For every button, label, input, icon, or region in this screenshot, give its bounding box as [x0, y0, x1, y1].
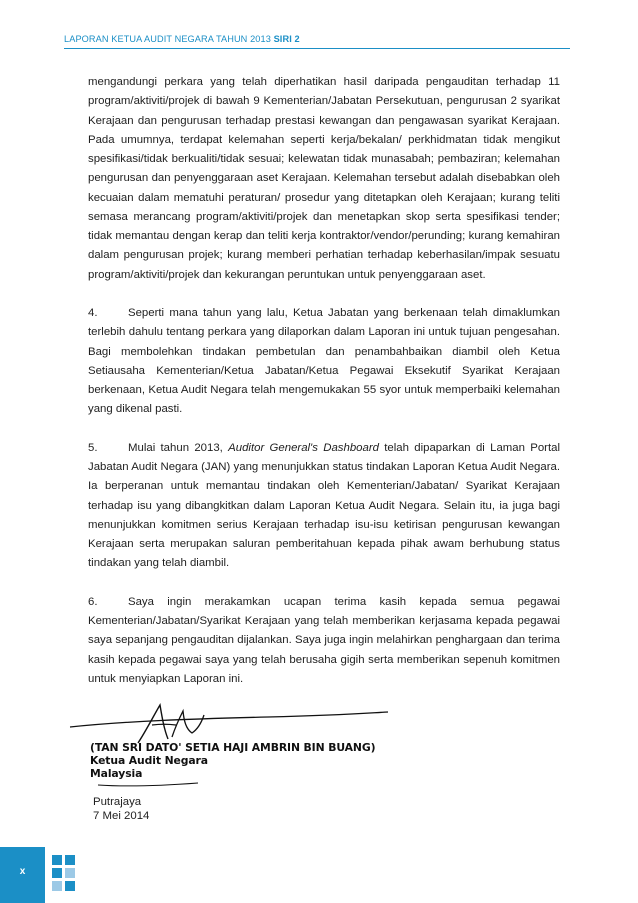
square	[65, 868, 75, 878]
paragraph-number: 6.	[88, 595, 98, 608]
square	[65, 855, 75, 865]
dashboard-name: Auditor General's Dashboard	[228, 441, 379, 454]
letter-body	[88, 73, 560, 708]
square	[52, 855, 62, 865]
paragraph-6	[88, 593, 560, 689]
place-date	[93, 795, 149, 823]
page-number: x	[19, 866, 26, 877]
paragraph-text-start: Mulai tahun 2013,	[128, 441, 229, 454]
paragraph-text: Seperti mana tahun yang lalu, Ketua Jabatan yang berkenaan telah dimaklumkan terlebih dahulu tentang perkara yang dilaporkan dalam Laporan ini untuk tujuan pengesahan. Bagi membolehkan tindakan pembetulan dan penambahbaikan diambil oleh Ketua Setiausaha Kementerian/Ketua Jabatan/Ketua Pegawai Eksekutif Syarikat Kerajaan berkenaan, Ketua Audit Negara telah mengemukakan 55 syor untuk memperbaiki kelemahan yang dikenal pasti.	[88, 307, 560, 416]
place: Putrajaya	[93, 796, 142, 808]
paragraph-number: 4.	[88, 307, 98, 319]
paragraph-text: Saya ingin merakamkan ucapan terima kasih kepada semua pegawai Kementerian/Jabatan/Syarikat Kerajaan yang telah memberikan kerjasama kepada pegawai saya sepanjang pengauditan dijalankan. Saya juga ingin melahirkan penghargaan dan terima kasih kepada pegawai saya yang telah berusaha gigih serta memberikan sepenuh komitmen untuk menyiapkan Laporan ini.	[88, 595, 560, 685]
signatory-position: Ketua Audit Negara	[90, 754, 208, 767]
signatory-country: Malaysia	[90, 767, 143, 780]
paragraph-4	[88, 304, 560, 420]
paragraph-number: 5.	[88, 441, 98, 454]
running-header	[64, 34, 570, 49]
paragraph-continued	[88, 73, 560, 285]
square	[52, 881, 62, 891]
paragraph-5	[88, 439, 560, 574]
signatory-name: (TAN SRI DATO' SETIA HAJI AMBRIN BIN BUANG)	[90, 741, 376, 754]
date: 7 Mei 2014	[93, 810, 150, 822]
square	[52, 868, 62, 878]
signature-block	[68, 703, 428, 793]
header-title: LAPORAN KETUA AUDIT NEGARA TAHUN 2013	[64, 34, 271, 44]
header-series: SIRI 2	[273, 34, 300, 44]
square	[65, 881, 75, 891]
paragraph-text-end: telah dipaparkan di Laman Portal Jabatan Audit Negara (JAN) yang menunjukkan status tindakan Laporan Ketua Audit Negara. Ia berperanan untuk memantau tindakan oleh Kementerian/Jabatan/ Syarikat Kerajaan terhadap isu yang dibangkitkan dalam Laporan Ketua Audit Negara. Selain itu, ia juga bagi menunjukkan komitmen serius Kerajaan terhadap isu-isu ketirisan pengurusan kewangan Kerajaan serta merupakan saluran pemberitahuan kepada pihak awam berhubung status tindakan yang telah diambil.	[88, 441, 560, 570]
paragraph-text: mengandungi perkara yang telah diperhatikan hasil daripada pengauditan terhadap 11 program/aktiviti/projek di bawah 9 Kementerian/Jabatan Persekutuan, pengurusan 2 syarikat Kerajaan dan pengurusan terhadap prestasi kewangan dan pengawasan syarikat Kerajaan. Pada umumnya, terdapat kelemahan seperti kerja/bekalan/ perkhidmatan tidak mengikut spesifikasi/tidak berkualiti/tidak sesuai; kelewatan tidak munasabah; pembaziran; kelemahan pengurusan dan penyenggaraan aset Kerajaan. Kelemahan tersebut adalah disebabkan oleh kecuaian dalam mematuhi peraturan/ prosedur yang ditetapkan oleh Kerajaan; kurang teliti semasa merancang program/aktiviti/projek dan menetapkan skop serta spesifikasi tender; tidak memantau dengan kerap dan teliti kerja kontraktor/vendor/perunding; kurang kemahiran dalam pengurusan projek; kurang memberi perhatian terhadap keberhasilan/impak sesuatu program/aktiviti/projek dan kekurangan peruntukan untuk penyenggaraan aset.	[88, 76, 560, 281]
